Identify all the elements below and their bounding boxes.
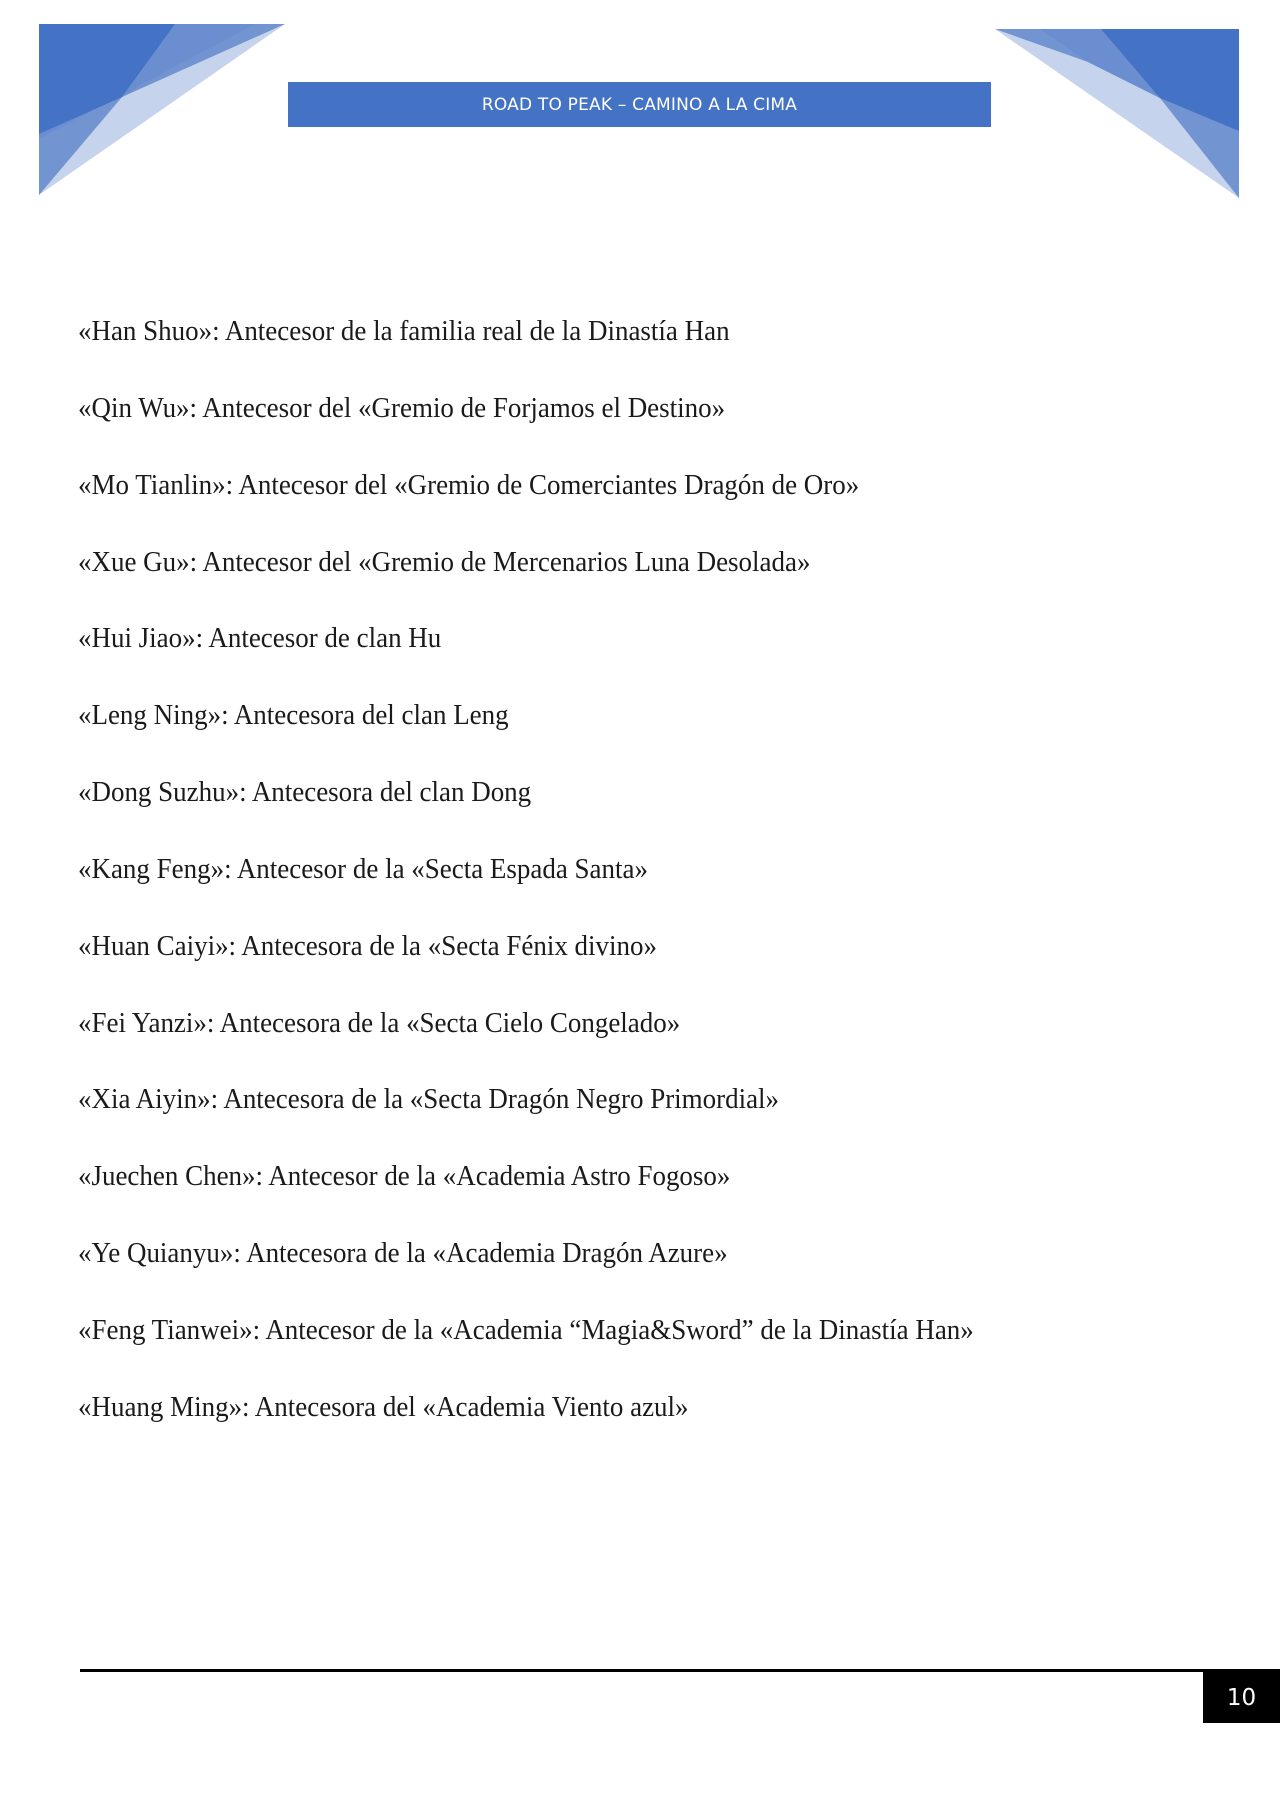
list-item: «Kang Feng»: Antecesor de la «Secta Espada Santa»: [78, 853, 648, 885]
list-item: «Huan Caiyi»: Antecesora de la «Secta Fénix divino»: [78, 930, 657, 962]
page-number: 10: [1226, 1684, 1257, 1711]
list-item: «Mo Tianlin»: Antecesor del «Gremio de Comerciantes Dragón de Oro»: [78, 469, 860, 501]
list-item: «Huang Ming»: Antecesora del «Academia Viento azul»: [78, 1391, 689, 1423]
header-title: ROAD TO PEAK – CAMINO A LA CIMA: [481, 94, 798, 115]
list-item: «Juechen Chen»: Antecesor de la «Academia Astro Fogoso»: [78, 1160, 731, 1192]
list-item: «Qin Wu»: Antecesor del «Gremio de Forjamos el Destino»: [78, 392, 726, 424]
list-item: «Feng Tianwei»: Antecesor de la «Academia “Magia&Sword” de la Dinastía Han»: [78, 1314, 974, 1346]
header-title-bar: [288, 82, 991, 127]
list-item: «Fei Yanzi»: Antecesora de la «Secta Cielo Congelado»: [78, 1007, 681, 1039]
corner-triangle-right-decoration: [980, 0, 1280, 210]
list-item: «Xue Gu»: Antecesor del «Gremio de Mercenarios Luna Desolada»: [78, 546, 811, 578]
list-item: «Leng Ning»: Antecesora del clan Leng: [78, 699, 509, 731]
page-number-box: [1203, 1672, 1280, 1723]
footer-divider: [80, 1669, 1280, 1672]
list-item: «Xia Aiyin»: Antecesora de la «Secta Dragón Negro Primordial»: [78, 1083, 780, 1115]
list-item: «Dong Suzhu»: Antecesora del clan Dong: [78, 776, 532, 808]
corner-triangle-left-decoration: [0, 0, 300, 210]
list-item: «Hui Jiao»: Antecesor de clan Hu: [78, 622, 442, 654]
list-item: «Ye Quianyu»: Antecesora de la «Academia Dragón Azure»: [78, 1237, 728, 1269]
list-item: «Han Shuo»: Antecesor de la familia real de la Dinastía Han: [78, 315, 730, 347]
